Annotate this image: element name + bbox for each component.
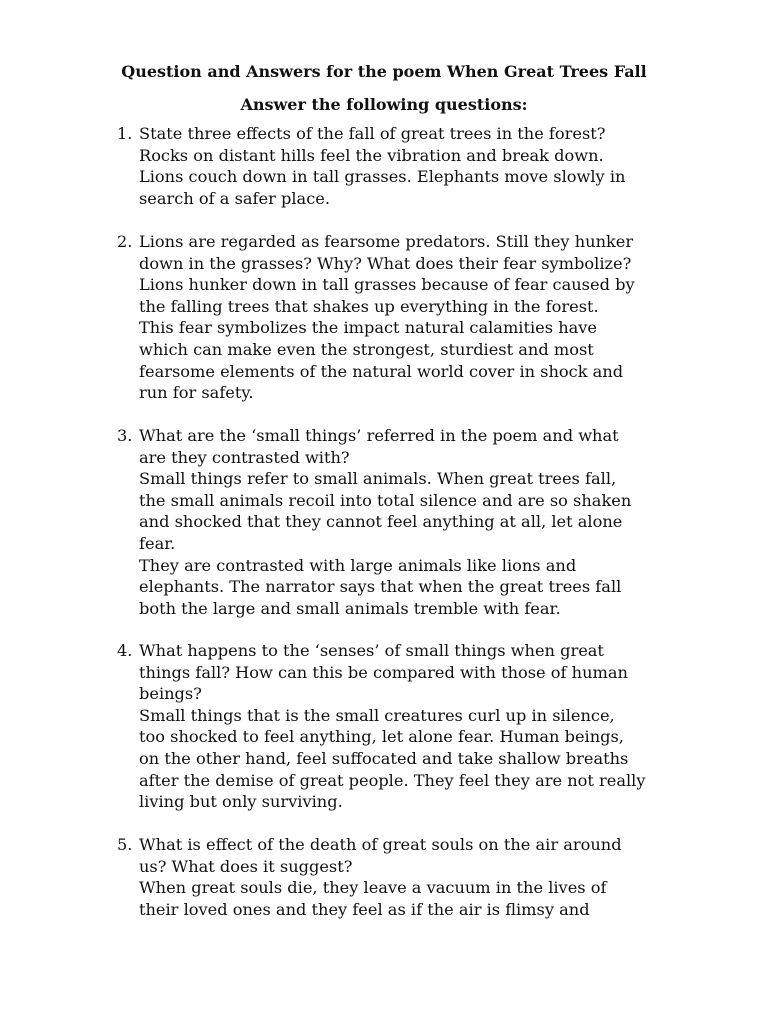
question-body (139, 425, 737, 619)
text-line: too shocked to feel anything, let alone fear. Human beings, (139, 727, 624, 747)
text-line: search of a safer place. (139, 188, 330, 208)
text-line: What are the ‘small things’ referred in the poem and what (139, 426, 619, 445)
text-line: State three effects of the fall of great trees in the forest? (139, 124, 606, 143)
question-number: 2. (117, 232, 133, 251)
question-number: 4. (117, 641, 133, 660)
text-line: the small animals recoil into total silence and are so shaken (139, 490, 632, 510)
document-subtitle: Answer the following questions: (240, 95, 528, 114)
text-line: on the other hand, feel suffocated and take shallow breaths (139, 748, 629, 768)
text-line: both the large and small animals tremble with fear. (139, 598, 561, 618)
text-line: beings? (139, 684, 202, 704)
text-line: Lions couch down in tall grasses. Elephants move slowly in (139, 167, 626, 187)
text-line: Small things that is the small creatures curl up in silence, (139, 705, 615, 725)
text-line: When great souls die, they leave a vacuum in the lives of (139, 878, 607, 898)
text-line: elephants. The narrator says that when the great trees fall (139, 577, 622, 597)
text-line: after the demise of great people. They feel they are not really (139, 770, 646, 790)
text-line: things fall? How can this be compared with those of human (139, 662, 628, 682)
text-line: What happens to the ‘senses’ of small things when great (139, 641, 604, 660)
text-line: This fear symbolizes the impact natural calamities have (139, 318, 598, 338)
question-item (117, 640, 737, 813)
question-number: 1. (117, 124, 133, 143)
text-line: Small things refer to small animals. When great trees fall, (139, 469, 617, 489)
question-item (117, 123, 737, 209)
text-line: fear. (139, 533, 176, 553)
text-line: us? What does it suggest? (139, 856, 353, 876)
question-number: 5. (117, 835, 133, 854)
question-body (139, 123, 737, 209)
text-line: Lions are regarded as fearsome predators. Still they hunker (139, 232, 634, 251)
text-line: Lions hunker down in tall grasses because of fear caused by (139, 275, 635, 295)
text-line: the falling trees that shakes up everything in the forest. (139, 296, 599, 316)
text-line: and shocked that they cannot feel anything at all, let alone (139, 512, 623, 532)
question-body (139, 640, 737, 813)
text-line: which can make even the strongest, sturdiest and most (139, 339, 594, 359)
question-body (139, 834, 737, 920)
text-line: They are contrasted with large animals like lions and (139, 555, 577, 575)
text-line: their loved ones and they feel as if the air is flimsy and (139, 899, 590, 919)
text-line: What is effect of the death of great souls on the air around (139, 835, 622, 854)
question-item (117, 425, 737, 619)
document-title: Question and Answers for the poem When Great Trees Fall (121, 62, 647, 81)
question-item (117, 231, 737, 404)
text-line: fearsome elements of the natural world cover in shock and (139, 361, 624, 381)
text-line: living but only surviving. (139, 792, 343, 812)
text-line: are they contrasted with? (139, 447, 350, 467)
text-line: run for safety. (139, 383, 254, 403)
question-item (117, 834, 737, 920)
text-line: down in the grasses? Why? What does their fear symbolize? (139, 253, 632, 273)
text-line: Rocks on distant hills feel the vibration and break down. (139, 145, 604, 165)
question-number: 3. (117, 426, 133, 445)
question-body (139, 231, 737, 404)
